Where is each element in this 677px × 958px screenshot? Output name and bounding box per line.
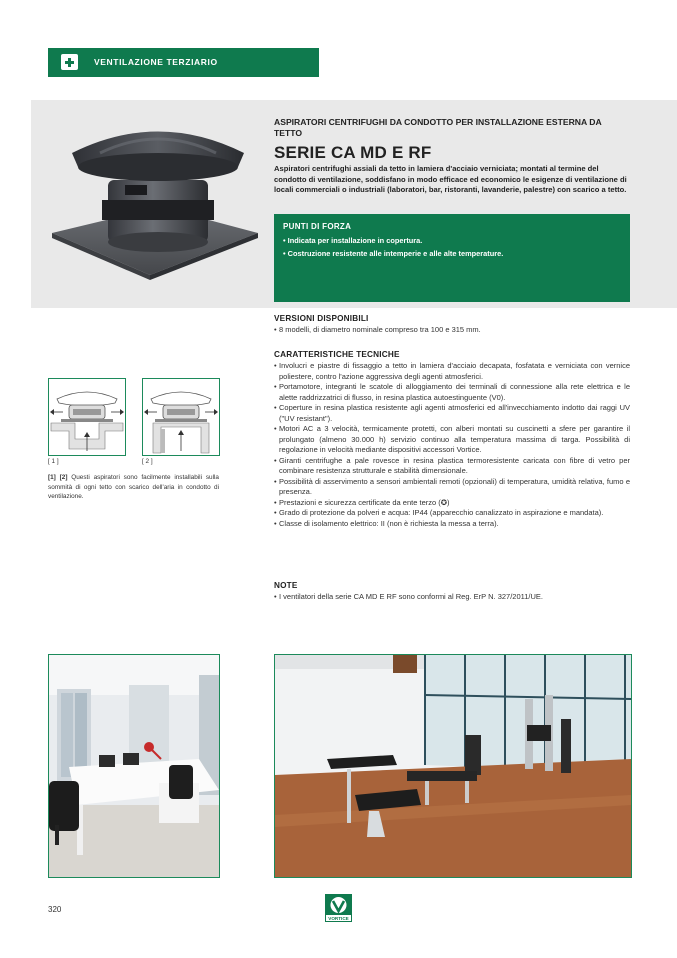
page-number: 320	[48, 905, 62, 914]
list-item: • 8 modelli, di diametro nominale compreso tra 100 e 315 mm.	[274, 325, 630, 336]
installation-diagram-2	[142, 378, 220, 456]
gym-photo	[274, 654, 632, 878]
section-header-bar	[48, 48, 319, 77]
strength-item: • Indicata per installazione in copertura.	[283, 236, 423, 245]
diagram-2-label: [ 2 ]	[142, 458, 153, 465]
list-item: • Giranti centrifughe a pale rovesce in resina plastica termoresistente caricata con fibre di vetro per combinare resistenza strutturale e stabilità dimensionale.	[274, 456, 630, 477]
versions-heading: VERSIONI DISPONIBILI	[274, 314, 369, 323]
list-item: • Prestazioni e sicurezza certificate da ente terzo (✪)	[274, 498, 630, 509]
vortice-logo	[325, 894, 352, 922]
list-item: • Grado di protezione da polveri e acqua: IP44 (apparecchio canalizzato in aspirazione e mandata).	[274, 508, 630, 519]
list-item: • I ventilatori della serie CA MD E RF sono conformi al Reg. ErP N. 327/2011/UE.	[274, 592, 630, 603]
logo-text: VORTICE	[328, 916, 349, 921]
versions-list	[274, 325, 630, 336]
plus-box-icon	[61, 54, 78, 70]
list-item: • Motori AC a 3 velocità, termicamente protetti, con alberi montati su cuscinetti a sfere per garantire il prolungato (almeno 30.000 h) servizio continuo alla temperatura massima di targa. Possibilità di regolazione in velocità mediante dispositivi accessori Vortice.	[274, 424, 630, 456]
office-photo	[48, 654, 220, 878]
product-subtitle: ASPIRATORI CENTRIFUGHI DA CONDOTTO PER INSTALLAZIONE ESTERNA DA TETTO	[274, 117, 602, 138]
specs-heading: CARATTERISTICHE TECNICHE	[274, 350, 400, 359]
list-item: • Classe di isolamento elettrico: II (non è richiesta la messa a terra).	[274, 519, 630, 530]
diagram-caption	[48, 473, 219, 502]
strengths-box	[274, 214, 630, 302]
section-label: VENTILAZIONE TERZIARIO	[94, 57, 218, 67]
strength-item: • Costruzione resistente alle intemperie e alle alte temperature.	[283, 249, 504, 258]
diagram-1-label: [ 1 ]	[48, 458, 59, 465]
product-intro: Aspiratori centrifughi assiali da tetto in lamiera d'acciaio verniciata; montati al termine del condotto di ventilazione, soddisfano in modo efficace ed economico le esigenze di ventilazione di locali commerciali o industriali (laboratori, bar, ristoranti, lavanderie, palestre) con scarico a tetto.	[274, 164, 627, 195]
list-item: • Coperture in resina plastica resistente agli agenti atmosferici ed all'invecchiamento indotto dai raggi UV ("UV resistant").	[274, 403, 630, 424]
specs-list	[274, 361, 630, 529]
list-item: • Portamotore, integranti le scatole di alloggiamento dei terminali di connessione alla rete elettrica e le alette raddrizzatrici di flusso, in resina plastica autoestinguente (V0).	[274, 382, 630, 403]
product-title: SERIE CA MD E RF	[274, 143, 432, 162]
strengths-heading: PUNTI DI FORZA	[283, 222, 352, 231]
notes-heading: NOTE	[274, 581, 298, 590]
list-item: • Possibilità di asservimento a sensori ambientali remoti (opzionali) di temperatura, umidità relativa, fumo e presenza.	[274, 477, 630, 498]
diagram-caption-text: Questi aspiratori sono facilmente installabili sulla sommità di ogni tetto con scarico dell'aria in condotto di ventilazione.	[48, 474, 219, 501]
list-item: • Involucri e piastre di fissaggio a tetto in lamiera d'acciaio decapata, fosfatata e verniciata con vernice poliestere, contro l'azione aggressiva degli agenti atmosferici.	[274, 361, 630, 382]
product-image	[50, 115, 260, 295]
diagram-caption-ref: [1] [2]	[48, 474, 68, 481]
installation-diagram-1	[48, 378, 126, 456]
notes-list	[274, 592, 630, 603]
